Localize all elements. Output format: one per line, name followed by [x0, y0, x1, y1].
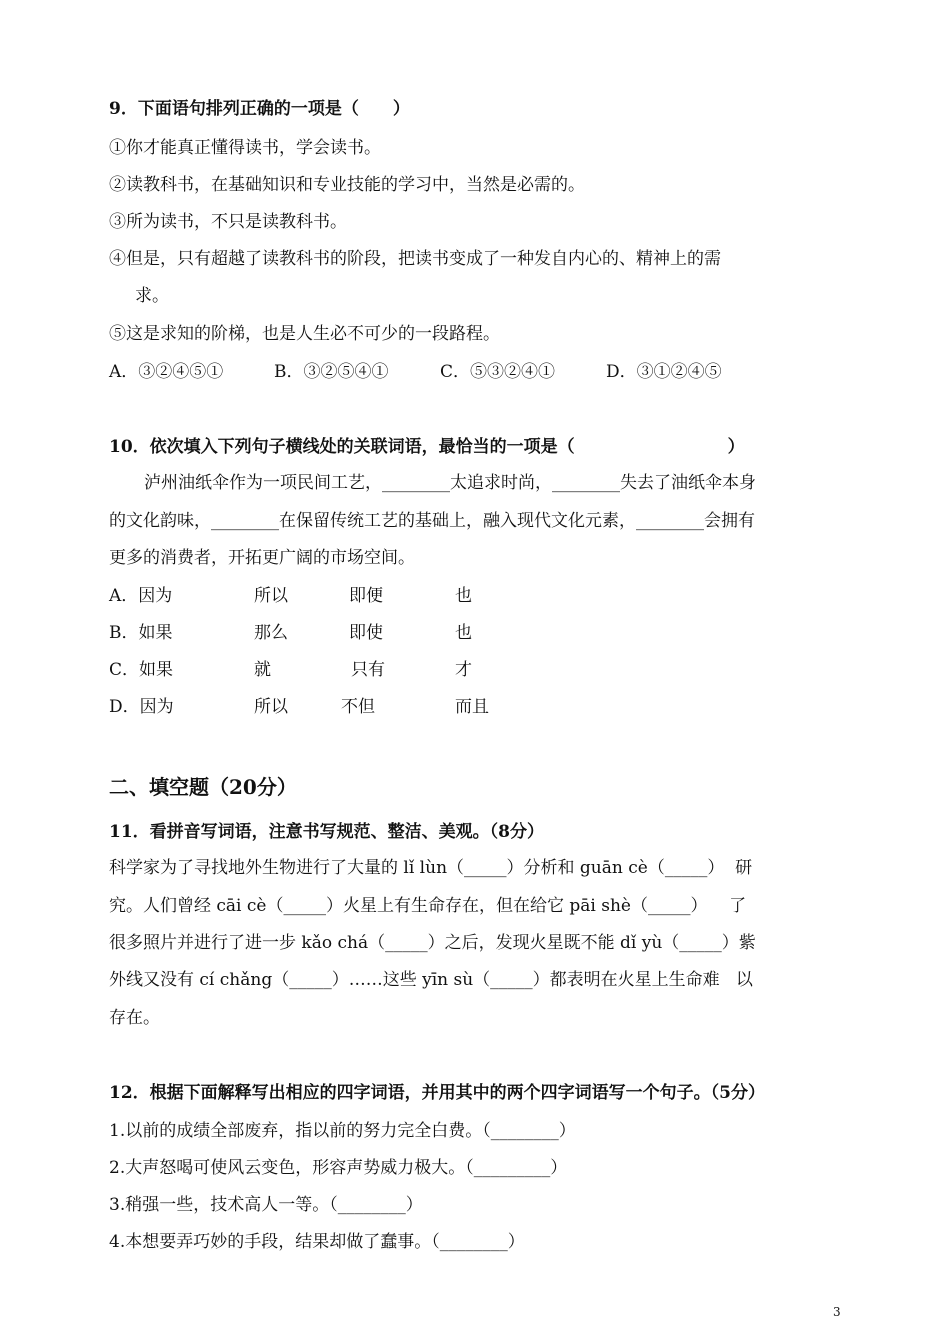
q10-option-d-word-4: 而且	[455, 697, 489, 717]
q9-sentence-1: ①你才能真正懂得读书，学会读书。	[109, 138, 381, 158]
q12-item-2: 2.大声怒喝可使风云变色，形容声势威力极大。（_________）	[109, 1158, 568, 1178]
q10-option-d-label: D．因为	[109, 697, 174, 717]
q11-line-1: 科学家为了寻找地外生物进行了大量的 lǐ lùn（_____）分析和 guān cè（_____） 研	[109, 858, 753, 878]
q9-option-a: A．③②④⑤①	[109, 362, 224, 382]
q10-option-a-label: A．因为	[109, 586, 173, 606]
q10-option-b-word-4: 也	[455, 623, 472, 643]
q9-sentence-4-cont: 求。	[135, 286, 169, 306]
q10-passage-line-3: 更多的消费者，开拓更广阔的市场空间。	[109, 548, 415, 568]
q10-option-d-word-3: 不但	[341, 697, 375, 717]
q9-option-b: B．③②⑤④①	[274, 362, 389, 382]
q10-option-c-word-2: 就	[254, 660, 271, 680]
q10-option-b-word-3: 即使	[349, 623, 383, 643]
q10-option-a-word-3: 即便	[349, 586, 383, 606]
q10-option-c-label: C．如果	[109, 660, 174, 680]
q10-option-d-word-2: 所以	[254, 697, 288, 717]
q11-line-4: 外线又没有 cí chǎng（_____）……这些 yīn sù（_____）都表明在火星上生命难 以	[109, 970, 753, 990]
q10-option-c-word-3: 只有	[351, 660, 385, 680]
q10-passage-line-1: 泸州油纸伞作为一项民间工艺，________太追求时尚，________失去了油纸伞本身	[144, 473, 756, 493]
page-number: 3	[833, 1305, 841, 1319]
q12-item-3: 3.稍强一些，技术高人一等。（________）	[109, 1195, 423, 1215]
section-2-heading: 二、填空题（20分）	[109, 775, 297, 799]
q12-item-1: 1.以前的成绩全部废弃，指以前的努力完全白费。（________）	[109, 1121, 576, 1141]
q9-option-d: D．③①②④⑤	[606, 362, 722, 382]
q10-option-c-word-4: 才	[455, 660, 472, 680]
q10-option-a-word-4: 也	[455, 586, 472, 606]
q11-title: 11．看拼音写词语，注意书写规范、整洁、美观。（8分）	[109, 822, 544, 842]
q9-sentence-4: ④但是，只有超越了读教科书的阶段，把读书变成了一种发自内心的、精神上的需	[109, 249, 721, 269]
q10-option-b-label: B．如果	[109, 623, 173, 643]
q12-title: 12．根据下面解释写出相应的四字词语，并用其中的两个四字词语写一个句子。（5分）	[109, 1083, 765, 1103]
q10-title: 10．依次填入下列句子横线处的关联词语，最恰当的一项是（ ）	[109, 437, 745, 457]
q10-passage-line-2: 的文化韵味，________在保留传统工艺的基础上，融入现代文化元素，________会拥有	[109, 511, 755, 531]
q9-sentence-5: ⑤这是求知的阶梯，也是人生必不可少的一段路程。	[109, 324, 500, 344]
q9-sentence-3: ③所为读书，不只是读教科书。	[109, 212, 347, 232]
q9-sentence-2: ②读教科书，在基础知识和专业技能的学习中，当然是必需的。	[109, 175, 585, 195]
q11-line-2: 究。人们曾经 cāi cè（_____）火星上有生命存在，但在给它 pāi shè（_____） 了	[109, 896, 747, 916]
q12-item-4: 4.本想要弄巧妙的手段，结果却做了蠢事。（________）	[109, 1232, 525, 1252]
q11-line-5: 存在。	[109, 1008, 160, 1028]
q10-option-b-word-2: 那么	[254, 623, 288, 643]
q10-option-a-word-2: 所以	[254, 586, 288, 606]
q9-title: 9．下面语句排列正确的一项是（ ）	[109, 99, 410, 119]
q9-option-c: C．⑤③②④①	[440, 362, 556, 382]
q11-line-3: 很多照片并进行了进一步 kǎo chá（_____）之后，发现火星既不能 dǐ yù（_____）紫	[109, 933, 756, 953]
